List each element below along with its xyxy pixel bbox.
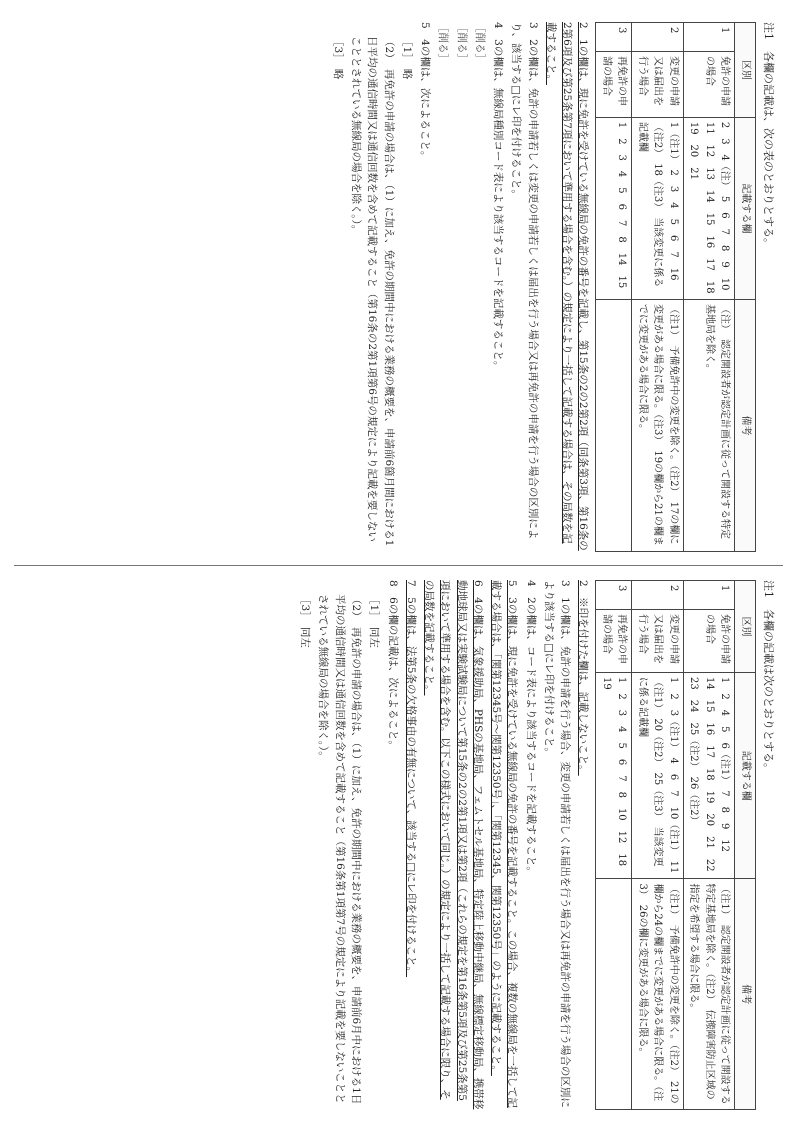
new-header-biko: 備考 [735,879,756,1110]
new-header-kubun: 区別 [735,581,756,673]
old-sub-2: （2） 再免許の申請の場合は、（1）に加え、免許の期間中における業務の概要を、申請前6箇月間における1日平均の通信時間又は通信回数を含めて記載すること（第16条の2第1項第6号の規定により記載を要しないこととされている無線局の場合を除く。）。 [350,36,395,547]
row-biko [596,300,632,552]
row-number: 1 [683,23,735,52]
deleted-marker: ［削る］ [455,22,468,64]
row-number: 2 [632,23,684,52]
table-row [683,23,735,552]
old-header-cols: 記載する欄 [735,117,756,299]
old-note-2: 2 1の欄は、現に免許を受けている無線局の免許の番号を記載し、第15条の2の2第2項（同条第3項、第16条の2第6項及び第25条第7項において準用する場合を含む。）の規定により一括して記載する場合は、その局数を記載すること。 [544,22,590,551]
old-header-kubun: 区別 [735,23,756,118]
row-number: 1 [683,581,735,610]
row-biko: （注1） 予備免許中の変更を除く。（注2） 17の欄に変更がある場合に限る。（注3） 19の欄から21の欄までに変更がある場合に限る。 [632,300,684,552]
new-header-cols: 記載する欄 [735,673,756,879]
row-kubun: 免許の申請の場合 [683,610,735,673]
old-note-4: 4 3の欄は、無線局種別コード表により該当するコードを記載すること。 [492,22,505,372]
new-note-7: 7 5の欄は、法第5条の欠格事由の有無について、該当する□にレ印を付けること。 [404,580,417,978]
deleted-marker: ［削る］ [473,22,486,64]
row-kubun: 変更の申請又は届出を行う場合 [632,610,684,673]
row-kubun: 再免許の申請の場合 [596,52,632,118]
new-table [595,580,756,1110]
row-cols: 1 2 3 4 5 6 7 8 14 15 [596,117,632,299]
row-number: 2 [632,581,684,610]
row-kubun: 免許の申請の場合 [683,52,735,118]
old-table [595,22,756,552]
row-biko [596,879,632,1110]
row-cols: 1 2 4 5 6（注1） 7 8 9 12 14 15 16 17 18 19 20 21 22 23 24 25（注2） 26（注2） [683,673,735,879]
deleted-marker: ［削る］ [437,22,450,64]
new-sub-1: ［1］ 同左 [368,594,381,648]
table-row [632,23,684,552]
table-row [632,581,684,1110]
new-note-2: 2 ※印を付けた欄は、記載しないこと。 [577,580,590,776]
row-cols: 2 3 4（注） 5 6 7 8 9 10 11 12 13 14 15 16 17 18 19 20 21 [683,117,735,299]
row-kubun: 変更の申請又は届出を行う場合 [632,52,684,118]
table-row [596,581,632,1110]
row-cols: 1（注1） 2 3 4 5 6 7 16（注2） 18（注3） 当該変更に係る記載欄 [632,117,684,299]
new-note-4: 4 2の欄は、コード表により該当するコードを記載すること。 [524,580,537,877]
new-note-3: 3 1の欄は、免許の申請を行う場合、変更の申請若しくは届出を行う場合又は再免許の申請を行う場合の区別により該当する□にレ印を付けること。 [542,580,572,1108]
row-cols: 1 2 3 4 5 6 7 8 10 12 18 19 [596,673,632,879]
old-sub-3: ［3］ 略 [331,36,344,80]
new-note-6: 6 4の欄は、気象援助局、PHSの基地局、フェムトセル基地局、特定陸上移動中継局、無線標定移動局、携帯移動地球局又は実験試験局について第15条の2の2第1項又は第2項（これらの規定を第16条第5項及び第25条第5項において準用する場合を含む。以下この様式において同じ。）の規定により一括して記載する場合に限り、その局数を記載すること。 [423,580,484,1110]
new-intro: 注1 各欄の記載は次のとおりとする。 [762,580,775,774]
table-row [596,23,632,552]
row-number: 3 [596,581,632,610]
old-note-5: 5 4の欄は、次によること。 [419,22,432,162]
old-provisions-page [14,14,783,560]
new-note-8: 8 6の欄の記載は、次によること。 [386,580,399,751]
table-row [683,581,735,1110]
new-note-5: 5 3の欄は、現に免許を受けている無線局の免許の番号を記載すること。この場合、複数の無線局を一括して記載する場合は、「関第12345号～関第12350号」、「関第12345、関第12350号」のように記載すること。 [490,580,519,1108]
old-header-biko: 備考 [735,300,756,552]
row-cols: 1 2 3（注1） 4 6 7 10（注1） 11（注1） 20（注2） 25（注3） 当該変更に係る記載欄 [632,673,684,879]
old-note-3: 3 2の欄は、免許の申請若しくは変更の申請若しくは届出を行う場合又は再免許の申請を行う場合の区別により、該当する□にレ印を付けること。 [510,22,539,540]
row-biko: （注1） 予備免許中の変更を除く。（注2） 21の欄から24の欄までに変更がある場合に限る。（注3） 26の欄に変更がある場合に限る。 [632,879,684,1110]
row-biko: （注） 認定開設者が認定計画に従って開設する特定基地局を除く。 [683,300,735,552]
new-sub-3: ［3］ 同左 [299,594,312,648]
row-number: 3 [596,23,632,52]
page-divider [14,565,783,566]
old-sub-1: ［1］ 略 [400,36,413,80]
row-biko: （注1） 認定開設者が認定計画に従って開設する特定基地局を除く。（注2） 伝搬障害防止区域の指定を希望する場合に限る。 [683,879,735,1110]
new-sub-2: （2） 再免許の申請の場合は、（1）に加え、免許の期間中における業務の概要を、申請前6月中における1日平均の通信時間又は通信回数を含めて記載すること（第16条第1項第7号の規定により記載を要しないこととされている無線局の場合を除く。）。 [317,594,362,1105]
new-provisions-page [14,572,783,1118]
old-intro: 注1 各欄の記載は、次の表のとおりとする。 [762,22,775,249]
row-kubun: 再免許の申請の場合 [596,610,632,673]
